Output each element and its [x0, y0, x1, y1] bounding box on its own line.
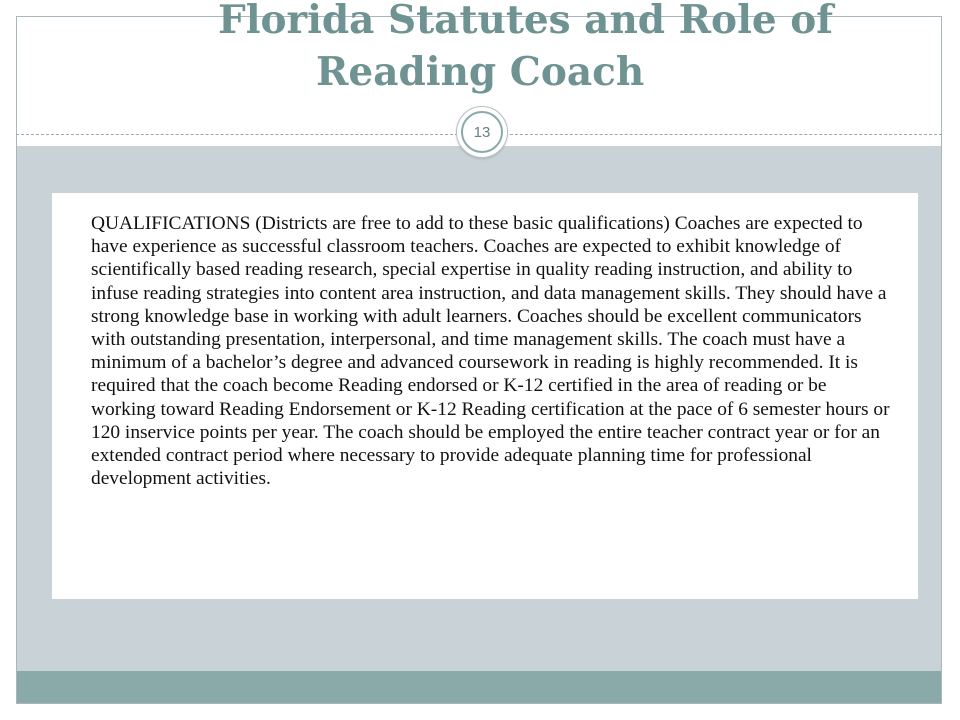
- slide-number: 13: [473, 123, 491, 141]
- slide-number-ring: [461, 111, 503, 153]
- qualifications-paragraph: QUALIFICATIONS (Districts are free to add to these basic qualifications) Coaches are expected to have experience as successful classroom teachers. Coaches are expected to exhibit knowledge of scientifically based reading research, special expertise in quality reading instruction, and ability to infuse reading strategies into content area instruction, and data management skills. They should have a strong knowledge base in working with adult learners. Coaches should be excellent communicators with outstanding presentation, interpersonal, and time management skills. The coach must have a minimum of a bachelor’s degree and advanced coursework in reading is highly recommended. It is required that the coach become Reading endorsed or K-12 certified in the area of reading or be working toward Reading Endorsement or K-12 Reading certification at the pace of 6 semester hours or 120 inservice points per year. The coach should be employed the entire teacher contract year or for an extended contract period where necessary to provide adequate planning time for professional development activities.: [91, 213, 890, 490]
- slide-title-line-2: Reading Coach: [316, 49, 645, 95]
- slide-title: [0, 0, 960, 110]
- footer-band: [17, 671, 941, 703]
- slide-number-badge: [456, 106, 508, 158]
- slide-title-line-1: Florida Statutes and Role of: [218, 0, 834, 43]
- document-excerpt: [52, 193, 918, 599]
